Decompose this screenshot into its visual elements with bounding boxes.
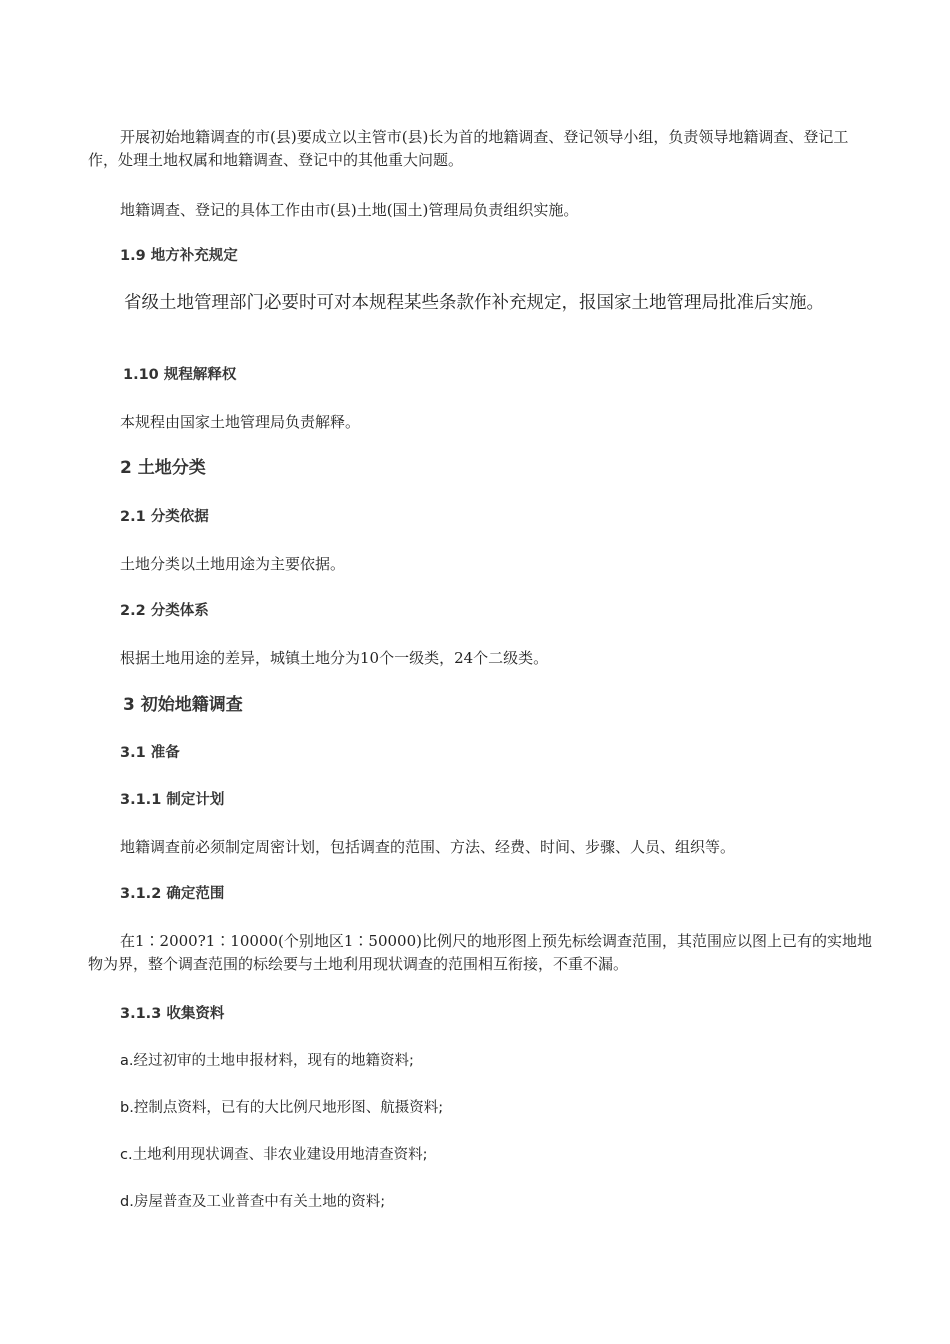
section-heading [88, 364, 874, 386]
paragraph [88, 199, 874, 222]
section-heading-text: 3.1 准备 [120, 745, 180, 761]
paragraph [88, 553, 874, 576]
paragraph-text: 本规程由国家土地管理局负责解释。 [120, 413, 361, 431]
section-heading-text: 1.9 地方补充规定 [120, 248, 238, 264]
section-heading [88, 1003, 874, 1025]
section-heading-text: 3.1.3 收集资料 [120, 1006, 225, 1022]
paragraph-text: 在1∶2000?1∶10000(个别地区1∶50000)比例尺的地形图上预先标绘调查范围，其范围应以图上已有的实地地物为界，整个调查范围的标绘要与土地利用现状调查的范围相互衔接，不重不漏。 [88, 932, 872, 973]
chapter-heading [88, 456, 874, 480]
section-heading-text: 3.1.2 确定范围 [120, 886, 225, 902]
chapter-heading-text: 3 初始地籍调查 [123, 695, 243, 715]
section-heading-text: 2.2 分类体系 [120, 603, 209, 619]
list-item [88, 1144, 874, 1167]
list-item [88, 1191, 874, 1214]
list-item-text: d.房屋普查及工业普查中有关土地的资料; [120, 1194, 386, 1210]
paragraph [88, 647, 874, 670]
paragraph-text: 省级土地管理部门必要时可对本规程某些条款作补充规定，报国家土地管理局批准后实施。 [124, 293, 824, 313]
chapter-heading [88, 693, 874, 717]
section-heading-text: 3.1.1 制定计划 [120, 792, 225, 808]
paragraph [88, 126, 874, 172]
section-heading [88, 742, 874, 764]
section-heading-text: 1.10 规程解释权 [123, 367, 237, 383]
paragraph-text: 根据土地用途的差异，城镇土地分为10个一级类，24个二级类。 [120, 649, 549, 667]
chapter-heading-text: 2 土地分类 [120, 458, 206, 478]
paragraph-text: 地籍调查、登记的具体工作由市(县)土地(国土)管理局负责组织实施。 [120, 201, 579, 219]
section-heading [88, 883, 874, 905]
paragraph [88, 930, 874, 976]
paragraph-text: 地籍调查前必须制定周密计划，包括调查的范围、方法、经费、时间、步骤、人员、组织等。 [120, 838, 736, 856]
list-item-text: b.控制点资料，已有的大比例尺地形图、航摄资料; [120, 1100, 444, 1116]
section-heading [88, 600, 874, 622]
paragraph-text: 土地分类以土地用途为主要依据。 [120, 555, 346, 573]
section-heading [88, 789, 874, 811]
list-item-text: a.经过初审的土地申报材料，现有的地籍资料; [120, 1053, 414, 1069]
list-item [88, 1097, 874, 1120]
paragraph-text: 开展初始地籍调查的市(县)要成立以主管市(县)长为首的地籍调查、登记领导小组，负责领导地籍调查、登记工作，处理土地权属和地籍调查、登记中的其他重大问题。 [88, 128, 849, 169]
list-item [88, 1050, 874, 1073]
section-heading [88, 245, 874, 267]
paragraph [88, 290, 874, 316]
section-heading [88, 506, 874, 528]
section-heading-text: 2.1 分类依据 [120, 509, 209, 525]
paragraph [88, 411, 874, 434]
list-item-text: c.土地利用现状调查、非农业建设用地清查资料; [120, 1147, 428, 1163]
paragraph [88, 836, 874, 859]
